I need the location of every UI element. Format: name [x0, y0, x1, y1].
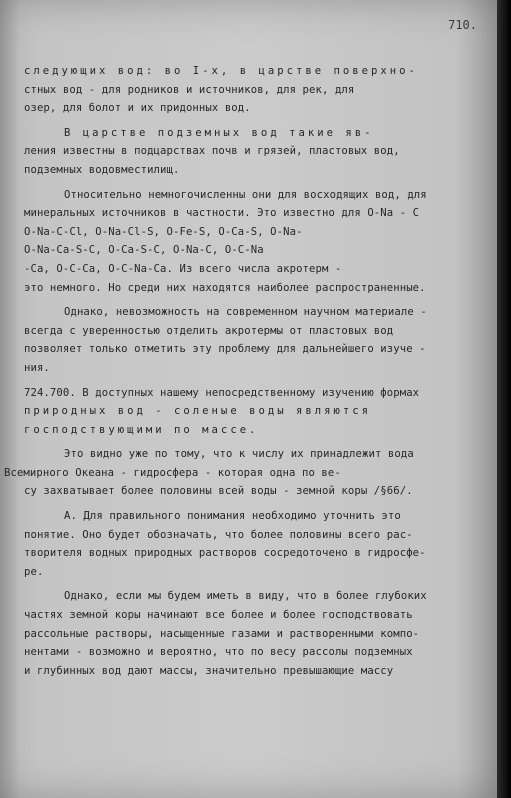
page-number: 710.	[448, 18, 477, 32]
text-line: стных вод - для родников и источников, для рек, для	[24, 83, 355, 96]
paragraph-5	[24, 384, 494, 440]
text-line: рассольные растворы, насыщенные газами и растворенными компо-	[24, 627, 420, 640]
text-line: Это видно уже по тому, что к числу их принадлежит вода	[64, 448, 414, 461]
text-line: Относительно немногочисленны они для восходящих вод, для	[64, 188, 427, 201]
text-line: Однако, невозможность на современном научном материале -	[64, 306, 427, 319]
text-line: господствующими по массе.	[24, 423, 259, 436]
text-line: ния.	[24, 361, 50, 374]
text-line: Однако, если мы будем иметь в виду, что в более глубоких	[64, 590, 427, 603]
formula-line: O-Na-Ca-S-C, O-Ca-S-C, O-Na-C, O-C-Na	[24, 244, 264, 257]
paragraph-1	[24, 62, 494, 118]
paragraph-4	[24, 303, 494, 377]
paragraph-3	[24, 186, 494, 298]
paragraph-2	[24, 124, 494, 180]
text-line: это немного. Но среди них находятся наиболее распространенные.	[24, 281, 426, 294]
text-line: В царстве подземных вод такие яв-	[64, 126, 374, 139]
text-line: ления известны в подцарствах почв и грязей, пластовых вод,	[24, 145, 400, 158]
text-line: нентами - возможно и вероятно, что по весу рассолы подземных	[24, 646, 413, 659]
text-line: понятие. Оно будет обозначать, что более половины всего рас-	[24, 528, 413, 541]
paragraph-8	[24, 587, 494, 680]
text-line: природных вод - соленые воды являются	[24, 405, 371, 418]
text-line: творителя водных природных растворов сосредоточено в гидросфе-	[24, 547, 426, 560]
text-line: подземных водовместилищ.	[24, 163, 180, 176]
formula-line: -Ca, O-C-Ca, O-C-Na-Ca. Из всего числа акротерм -	[24, 262, 342, 275]
text-line: всегда с уверенностью отделить акротермы от пластовых вод	[24, 324, 394, 337]
paragraph-6	[4, 445, 494, 501]
paragraph-7	[24, 507, 494, 581]
text-line: следующих вод: во I-х, в царстве поверхно-	[24, 65, 418, 77]
text-line: ре.	[24, 565, 44, 578]
document-body	[4, 62, 494, 680]
text-line: частях земной коры начинают все более и более господствовать	[24, 609, 413, 622]
text-line: позволяет только отметить эту проблему для дальнейшего изуче -	[24, 343, 426, 356]
formula-line: O-Na-C-Cl, O-Na-Cl-S, O-Fe-S, O-Ca-S, O-Na-	[24, 225, 303, 238]
page-edge-shadow	[497, 0, 511, 798]
text-line: су захватывает более половины всей воды - земной коры /§66/.	[24, 485, 413, 498]
section-heading-line: 724.700. В доступных нашему непосредственному изучению формах	[24, 386, 420, 399]
text-line: озер, для болот и их придонных вод.	[24, 102, 251, 115]
text-line: Всемирного Океана - гидросфера - которая одна по ве-	[4, 466, 341, 479]
text-line: и глубинных вод дают массы, значительно превышающие массу	[24, 664, 394, 677]
text-line: минеральных источников в частности. Это известно для O-Na - C	[24, 207, 420, 220]
text-line: А. Для правильного понимания необходимо уточнить это	[64, 510, 401, 523]
